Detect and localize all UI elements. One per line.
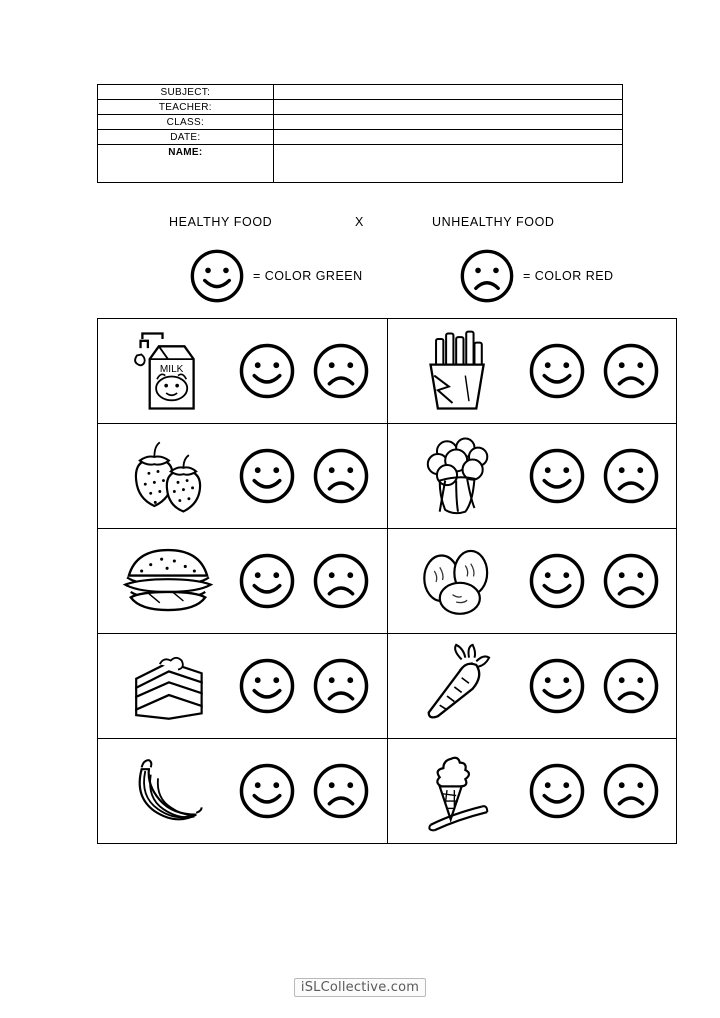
broccoli-icon bbox=[388, 433, 528, 519]
table-row bbox=[98, 130, 623, 145]
choice-faces bbox=[528, 447, 660, 505]
info-label-teacher: TEACHER: bbox=[98, 100, 274, 115]
choice-faces bbox=[238, 342, 370, 400]
strawberries-icon bbox=[98, 433, 238, 519]
brand-watermark: iSLCollective.com bbox=[294, 978, 426, 997]
grid-cell-bananas[interactable] bbox=[98, 739, 388, 844]
table-row bbox=[98, 739, 677, 844]
info-label-class: CLASS: bbox=[98, 115, 274, 130]
legend-row bbox=[97, 248, 677, 304]
legend-red-label: = COLOR RED bbox=[523, 269, 614, 283]
legend-item-green bbox=[189, 248, 363, 304]
info-value-subject[interactable] bbox=[273, 85, 622, 100]
food-choice-grid bbox=[97, 318, 677, 844]
smiley-happy-face-icon[interactable] bbox=[238, 552, 296, 610]
grid-cell-strawberries[interactable] bbox=[98, 424, 388, 529]
smiley-happy-face-icon[interactable] bbox=[238, 447, 296, 505]
smiley-happy-face-icon[interactable] bbox=[238, 342, 296, 400]
french-fries-icon bbox=[388, 328, 528, 414]
info-label-name: NAME: bbox=[98, 145, 274, 183]
smiley-happy-face-icon[interactable] bbox=[528, 447, 586, 505]
smiley-sad-face-icon[interactable] bbox=[312, 342, 370, 400]
smiley-sad-face-icon[interactable] bbox=[602, 552, 660, 610]
legend-green-label: = COLOR GREEN bbox=[253, 269, 363, 283]
ice-cream-cone-icon bbox=[388, 748, 528, 834]
choice-faces bbox=[238, 657, 370, 715]
grid-cell-milk[interactable] bbox=[98, 319, 388, 424]
table-row bbox=[98, 529, 677, 634]
cake-slice-icon bbox=[98, 646, 238, 726]
smiley-sad-face-icon[interactable] bbox=[312, 447, 370, 505]
table-row bbox=[98, 319, 677, 424]
hamburger-icon bbox=[98, 541, 238, 621]
legend-item-red bbox=[459, 248, 614, 304]
grid-cell-eggs[interactable] bbox=[387, 529, 677, 634]
smiley-sad-face-icon[interactable] bbox=[602, 342, 660, 400]
smiley-sad-face-icon[interactable] bbox=[602, 657, 660, 715]
smiley-sad-face-icon[interactable] bbox=[312, 762, 370, 820]
grid-cell-fries[interactable] bbox=[387, 319, 677, 424]
smiley-sad-face-icon[interactable] bbox=[602, 762, 660, 820]
info-value-teacher[interactable] bbox=[273, 100, 622, 115]
milk-carton-icon bbox=[98, 328, 238, 414]
info-value-class[interactable] bbox=[273, 115, 622, 130]
smiley-happy-face-icon[interactable] bbox=[238, 657, 296, 715]
choice-faces bbox=[238, 552, 370, 610]
choice-faces bbox=[528, 552, 660, 610]
legend-title-healthy: HEALTHY FOOD bbox=[169, 215, 273, 229]
choice-faces bbox=[528, 762, 660, 820]
student-info-table bbox=[97, 84, 623, 183]
table-row bbox=[98, 424, 677, 529]
svg-text:MILK: MILK bbox=[159, 363, 184, 375]
smiley-sad-face-icon[interactable] bbox=[602, 447, 660, 505]
choice-faces bbox=[238, 447, 370, 505]
grid-cell-carrot[interactable] bbox=[387, 634, 677, 739]
smiley-happy-face-icon bbox=[189, 248, 245, 304]
table-row bbox=[98, 115, 623, 130]
footer bbox=[0, 978, 720, 997]
legend-separator: X bbox=[355, 215, 364, 229]
table-row bbox=[98, 100, 623, 115]
smiley-sad-face-icon[interactable] bbox=[312, 657, 370, 715]
table-row bbox=[98, 145, 623, 183]
smiley-happy-face-icon[interactable] bbox=[238, 762, 296, 820]
info-value-date[interactable] bbox=[273, 130, 622, 145]
smiley-happy-face-icon[interactable] bbox=[528, 762, 586, 820]
bananas-icon bbox=[98, 751, 238, 831]
smiley-happy-face-icon[interactable] bbox=[528, 342, 586, 400]
choice-faces bbox=[238, 762, 370, 820]
grid-cell-hamburger[interactable] bbox=[98, 529, 388, 634]
table-row bbox=[98, 85, 623, 100]
grid-cell-cake[interactable] bbox=[98, 634, 388, 739]
smiley-happy-face-icon[interactable] bbox=[528, 552, 586, 610]
info-label-date: DATE: bbox=[98, 130, 274, 145]
grid-cell-ice-cream[interactable] bbox=[387, 739, 677, 844]
grid-cell-broccoli[interactable] bbox=[387, 424, 677, 529]
smiley-sad-face-icon[interactable] bbox=[312, 552, 370, 610]
eggs-icon bbox=[388, 540, 528, 622]
info-label-subject: SUBJECT: bbox=[98, 85, 274, 100]
info-value-name[interactable] bbox=[273, 145, 622, 183]
table-row bbox=[98, 634, 677, 739]
legend-titles bbox=[97, 215, 677, 233]
choice-faces bbox=[528, 657, 660, 715]
legend-title-unhealthy: UNHEALTHY FOOD bbox=[432, 215, 555, 229]
carrot-icon bbox=[388, 643, 528, 729]
smiley-sad-face-icon bbox=[459, 248, 515, 304]
choice-faces bbox=[528, 342, 660, 400]
smiley-happy-face-icon[interactable] bbox=[528, 657, 586, 715]
